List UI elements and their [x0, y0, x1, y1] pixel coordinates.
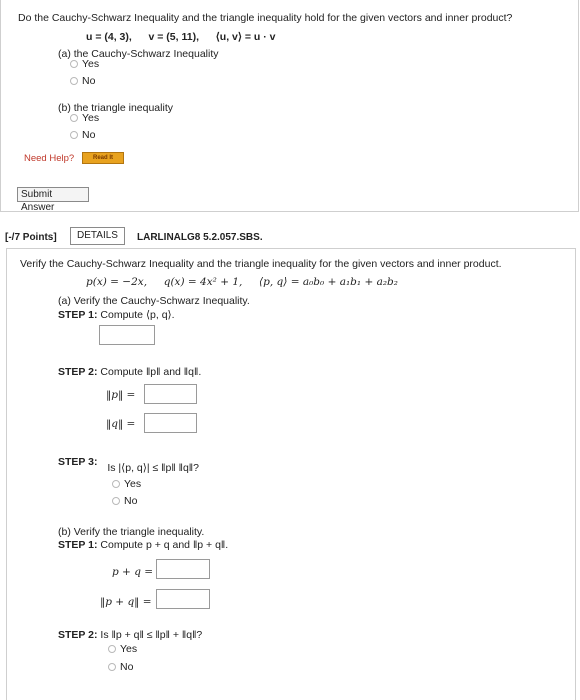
radio-option-yes[interactable] [70, 112, 99, 124]
question-text: Do the Cauchy-Schwarz Inequality and the triangle inequality hold for the given vectors and inner product? [18, 12, 513, 24]
need-help-label: Need Help? [24, 153, 75, 164]
step-2-row [58, 366, 201, 378]
step-3-row [58, 456, 199, 474]
instruction-text: Verify the Cauchy-Schwarz Inequality and the triangle inequality for the given vectors and inner product. [20, 258, 502, 270]
radio-option-yes[interactable] [70, 58, 99, 70]
radio-button[interactable] [108, 645, 116, 653]
read-it-button[interactable]: Read It [82, 152, 124, 164]
radio-option-no[interactable] [70, 75, 95, 87]
norm-p-input[interactable] [144, 384, 197, 404]
option-label: No [120, 661, 134, 673]
step-text: Compute p + q and ‖p + q‖. [100, 539, 229, 551]
step-text: Compute ⟨p, q⟩. [100, 309, 175, 321]
inner-product-definition: ⟨p, q⟩ = a₀b₀ + a₁b₁ + a₂b₂ [259, 276, 398, 288]
radio-button[interactable] [70, 77, 78, 85]
norm-q-input[interactable] [144, 413, 197, 433]
p-plus-q-input[interactable] [156, 559, 210, 579]
points-label: [-/7 Points] [5, 232, 57, 243]
part-b-label: (b) Verify the triangle inequality. [58, 526, 205, 538]
v-definition: v = (5, 11), [148, 31, 199, 43]
vector-definitions [86, 31, 276, 43]
radio-option-yes[interactable] [108, 643, 137, 655]
question-code: LARLINALG8 5.2.057.SBS. [137, 232, 263, 243]
radio-option-no[interactable] [108, 661, 133, 673]
step-2-row [58, 629, 202, 641]
radio-button[interactable] [70, 114, 78, 122]
submit-answer-button[interactable]: Submit Answer [17, 187, 89, 202]
radio-button[interactable] [70, 131, 78, 139]
step-label: STEP 2: [58, 366, 98, 378]
p-definition: p(x) = −2x, [86, 276, 148, 288]
step-text: Is |⟨p, q⟩| ≤ ‖p‖ ‖q‖? [107, 462, 199, 474]
step-label: STEP 2: [58, 629, 98, 641]
radio-button[interactable] [108, 663, 116, 671]
p-plus-q-label: p + q = [112, 566, 154, 578]
radio-option-yes[interactable] [112, 478, 141, 490]
option-label: No [82, 75, 96, 87]
radio-button[interactable] [112, 480, 120, 488]
radio-option-no[interactable] [70, 129, 95, 141]
radio-button[interactable] [70, 60, 78, 68]
option-label: Yes [82, 112, 100, 124]
part-b-label: (b) the triangle inequality [58, 102, 173, 114]
option-label: No [82, 129, 96, 141]
inner-product-answer-input[interactable] [99, 325, 155, 345]
option-label: No [124, 495, 138, 507]
step-1-row [58, 539, 228, 551]
step-1-row [58, 309, 175, 321]
step-label: STEP 3: [58, 456, 98, 468]
norm-p-plus-q-label: ‖p + q‖ = [100, 596, 152, 608]
part-a-label: (a) the Cauchy-Schwarz Inequality [58, 48, 219, 60]
step-text: Is ‖p + q‖ ≤ ‖p‖ + ‖q‖? [100, 629, 203, 641]
q-definition: q(x) = 4x² + 1, [163, 276, 243, 288]
part-a-label: (a) Verify the Cauchy-Schwarz Inequality. [58, 295, 250, 307]
step-label: STEP 1: [58, 539, 98, 551]
norm-p-label: ‖p‖ = [106, 389, 136, 401]
radio-option-no[interactable] [112, 495, 137, 507]
function-definitions [86, 276, 398, 288]
inner-product-definition: ⟨u, v⟩ = u · v [215, 31, 276, 43]
details-button[interactable]: DETAILS [70, 227, 125, 245]
option-label: Yes [124, 478, 142, 490]
u-definition: u = (4, 3), [86, 31, 132, 43]
step-text: Compute ‖p‖ and ‖q‖. [100, 366, 202, 378]
radio-button[interactable] [112, 497, 120, 505]
option-label: Yes [120, 643, 138, 655]
option-label: Yes [82, 58, 100, 70]
step-label: STEP 1: [58, 309, 98, 321]
norm-p-plus-q-input[interactable] [156, 589, 210, 609]
norm-q-label: ‖q‖ = [106, 418, 136, 430]
